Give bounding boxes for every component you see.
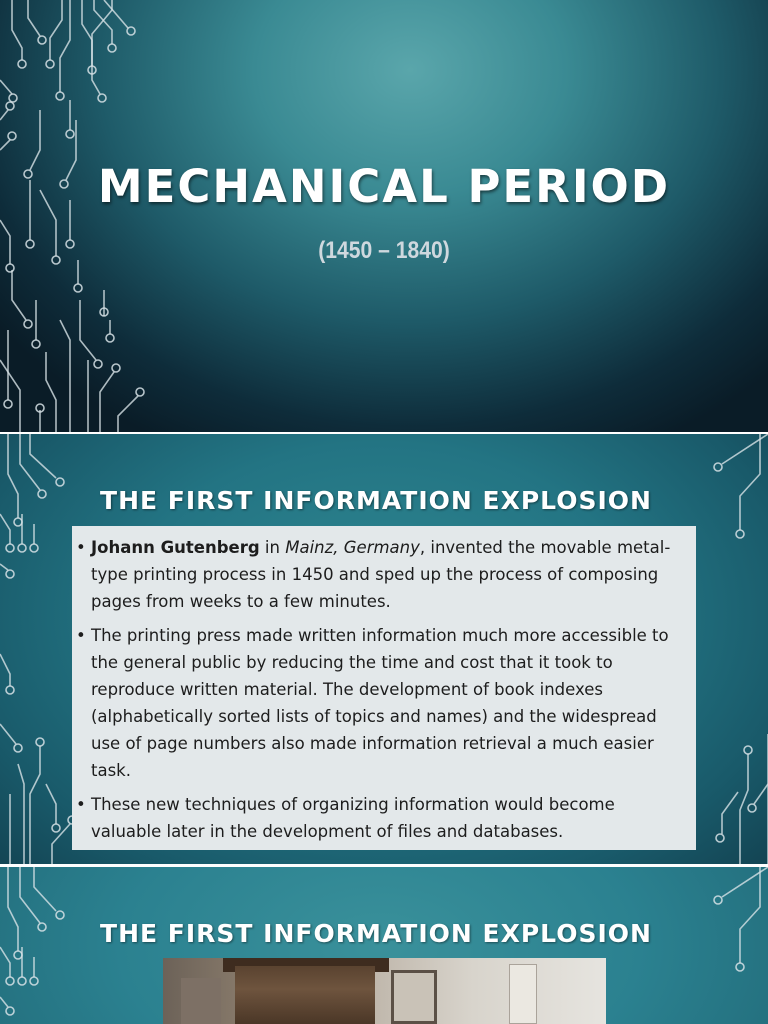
bullet-text: These new techniques of organizing information would become valuable later in the development of files and databases. (91, 795, 615, 841)
bullet-item (76, 622, 686, 784)
bullet-text: in (259, 538, 286, 557)
content-slide (0, 434, 768, 864)
photo-detail (181, 978, 221, 1024)
bullet-text: The printing press made written information much more accessible to the general public by reducing the time and cost that it took to reproduce written material. The development of book indexes (alphabetically sorted lists of topics and names) and the widespread use of page numbers also made information retrieval a much easier task. (91, 626, 669, 780)
photo-detail (509, 964, 537, 1024)
bullet-item (76, 791, 686, 845)
bullet-dot: • (76, 795, 86, 814)
bullet-text: , invented the movable metal-type printing process in 1450 and sped up the process of composing pages from weeks to a few minutes. (91, 538, 671, 611)
slide-subtitle: (1450 – 1840) (318, 237, 450, 264)
bullet-bold-text: Johann Gutenberg (91, 538, 260, 557)
slide-heading: THE FIRST INFORMATION EXPLOSION (100, 919, 652, 948)
content-box (72, 526, 696, 850)
bullet-italic-text: Mainz, Germany (285, 538, 420, 557)
photo-detail (235, 966, 375, 1024)
bullet-dot: • (76, 626, 86, 645)
slide-title: MECHANICAL PERIOD (97, 160, 671, 213)
bullet-dot: • (76, 538, 86, 557)
photo-detail (391, 970, 437, 1024)
circuit-decoration-left (0, 0, 160, 432)
printing-press-photo (163, 958, 606, 1024)
slide-heading: THE FIRST INFORMATION EXPLOSION (100, 486, 652, 515)
content-slide (0, 867, 768, 1024)
bullet-item (76, 534, 686, 615)
title-slide (0, 0, 768, 432)
